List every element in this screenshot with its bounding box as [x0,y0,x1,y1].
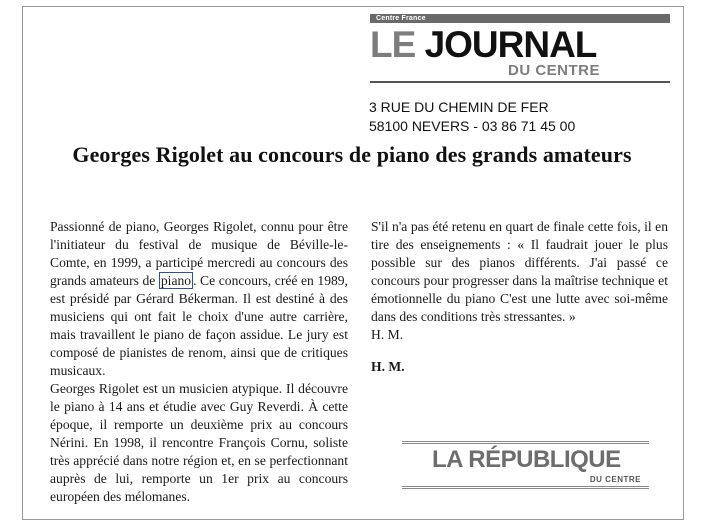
paragraph-1-start: Passionné de piano, Georges Rigolet, connu pour être l'initiateur du festival de musique de Béville-le-Comte, en 1999, a participé mercredi au concours des grands amateurs de [50,219,348,288]
article-column-left [50,218,348,504]
republique-title: LA RÉPUBLIQUE [432,446,621,473]
masthead-title-journal: JOURNAL [424,24,597,65]
republique-logo [402,441,649,489]
article-paragraph-3: S'il n'a pas été retenu en quart de finale cette fois, il en tire des enseignements : « Il faudrait jouer le plus possible sur des pianos différents. J'ai passé ce concours pour progresser dans la maîtrise technique et émotionnelle du piano C'est une lutte avec soi-même dans des conditions très stressantes. » [371,219,668,324]
paragraph-1-end: . Ce concours, créé en 1989, est présidé par Gérard Békerman. Il est destiné à des musiciens qui ont fait le choix d'une autre carrière, mais travaillent le piano de façon assidue. Le jury est composé de pianistes de renom, ainsi que de critiques musicaux. [50,273,348,378]
masthead-title [370,24,670,65]
article-headline: Georges Rigolet au concours de piano des grands amateurs [72,142,632,167]
address-street: 3 RUE DU CHEMIN DE FER [369,99,549,115]
article-paragraph-2: Georges Rigolet est un musicien atypique. Il découvre le piano à 14 ans et étudie avec Guy Reverdi. À cette époque, il remporte un deuxième prix au concours Nérini. En 1998, il rencontre François Cornu, soliste très apprécié dans notre région et, en se perfectionnant auprès de lui, remporte un 1er prix au concours européen des mélomanes. [50,381,348,504]
masthead-logo [370,14,670,83]
masthead-rule [370,81,670,83]
article-paragraph-1 [50,218,348,380]
masthead-top-line: Centre France [370,14,670,23]
masthead-subtitle: DU CENTRE [507,62,600,79]
highlighted-word-piano: piano [160,273,192,288]
republique-subtitle: DU CENTRE [589,475,641,484]
masthead-title-le: LE [370,24,416,65]
article-signature-bold: H. M. [371,359,405,374]
address-block [369,98,575,136]
article-column-right [371,218,668,376]
address-city-phone: 58100 NEVERS - 03 86 71 45 00 [369,118,576,134]
article-signature: H. M. [371,327,404,342]
